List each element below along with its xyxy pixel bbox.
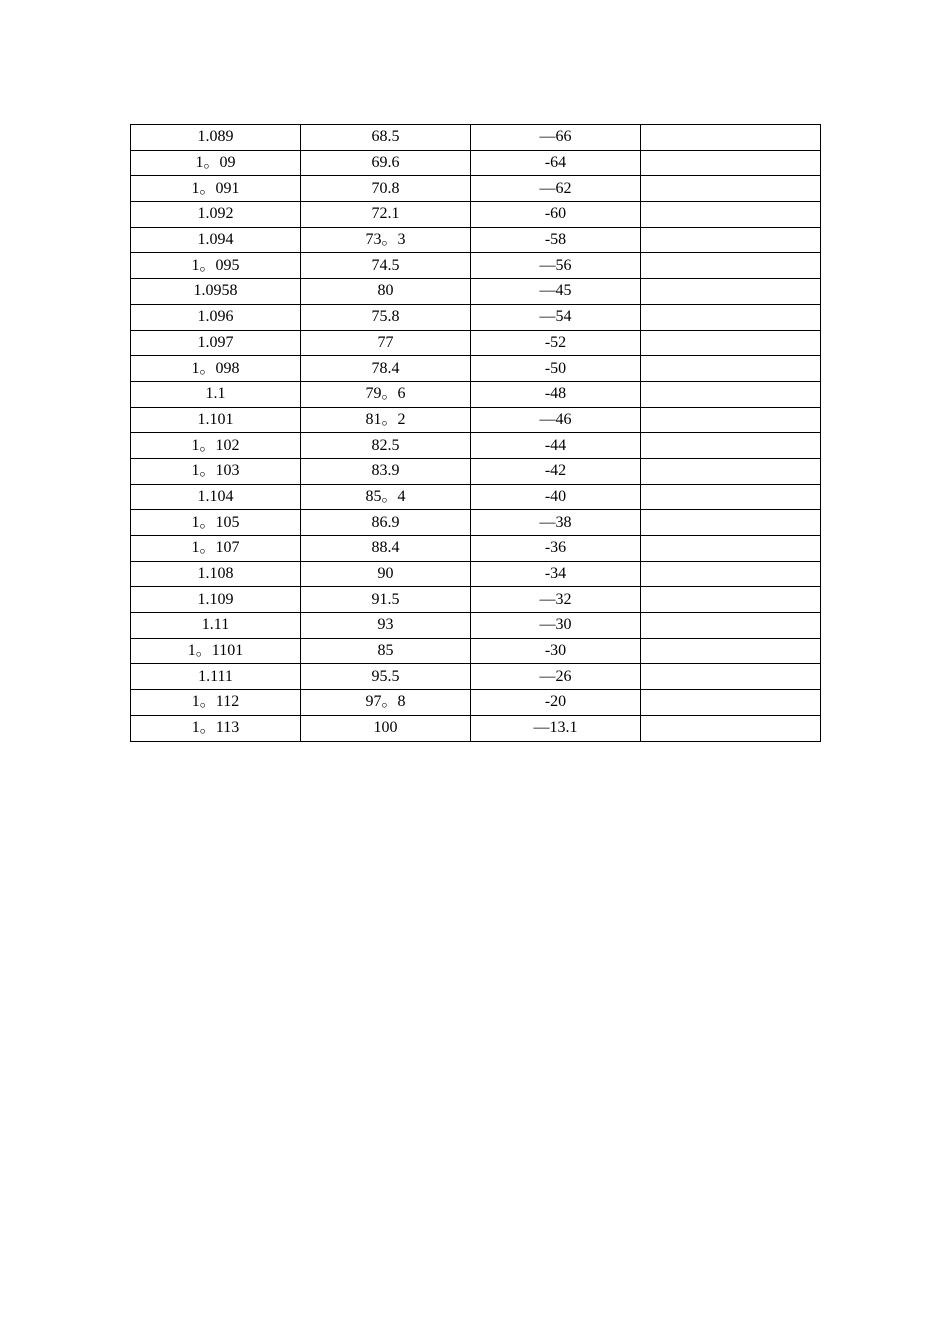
table-cell: —66 (471, 125, 641, 151)
table-cell: -40 (471, 484, 641, 510)
table-cell: 1。098 (131, 356, 301, 382)
table-cell: —32 (471, 587, 641, 613)
table-cell (641, 125, 821, 151)
table-cell (641, 150, 821, 176)
table-cell: 1.094 (131, 227, 301, 253)
table-cell (641, 664, 821, 690)
table-body (131, 125, 821, 742)
table-cell (641, 536, 821, 562)
table-cell: —56 (471, 253, 641, 279)
table-row (131, 125, 821, 151)
table-cell: —62 (471, 176, 641, 202)
table-cell: 72.1 (301, 202, 471, 228)
table-cell: 91.5 (301, 587, 471, 613)
table-cell: 95.5 (301, 664, 471, 690)
table-row (131, 664, 821, 690)
table-cell: -34 (471, 561, 641, 587)
table-row (131, 536, 821, 562)
table-cell: —13.1 (471, 715, 641, 741)
table-cell: 69.6 (301, 150, 471, 176)
table-cell: 80 (301, 279, 471, 305)
table-row (131, 587, 821, 613)
table-cell: -36 (471, 536, 641, 562)
table-cell: 85。4 (301, 484, 471, 510)
table-cell (641, 484, 821, 510)
table-cell: -44 (471, 433, 641, 459)
table-cell: 86.9 (301, 510, 471, 536)
table-row (131, 715, 821, 741)
table-cell: -42 (471, 458, 641, 484)
table-row (131, 484, 821, 510)
table-cell: -58 (471, 227, 641, 253)
table-row (131, 202, 821, 228)
table-row (131, 356, 821, 382)
table-row (131, 227, 821, 253)
table-cell: 1.089 (131, 125, 301, 151)
table-cell: 1。102 (131, 433, 301, 459)
table-row (131, 304, 821, 330)
table-cell: -60 (471, 202, 641, 228)
table-cell: 78.4 (301, 356, 471, 382)
table-cell: 68.5 (301, 125, 471, 151)
table-cell (641, 356, 821, 382)
table-row (131, 150, 821, 176)
table-cell: —54 (471, 304, 641, 330)
table-cell: 1。1101 (131, 638, 301, 664)
table-cell (641, 510, 821, 536)
table-cell: 1.11 (131, 613, 301, 639)
table-row (131, 176, 821, 202)
table-cell: 77 (301, 330, 471, 356)
table-row (131, 458, 821, 484)
table-cell (641, 715, 821, 741)
table-cell: 1。107 (131, 536, 301, 562)
table-cell (641, 587, 821, 613)
table-cell: 1。09 (131, 150, 301, 176)
table-cell (641, 561, 821, 587)
table-cell (641, 176, 821, 202)
table-cell: 88.4 (301, 536, 471, 562)
table-cell: 1.109 (131, 587, 301, 613)
table-cell (641, 304, 821, 330)
table-cell: 85 (301, 638, 471, 664)
table-cell: 1.092 (131, 202, 301, 228)
table-cell: 1.0958 (131, 279, 301, 305)
table-cell (641, 381, 821, 407)
table-cell (641, 407, 821, 433)
table-cell: 74.5 (301, 253, 471, 279)
table-cell: 1.104 (131, 484, 301, 510)
table-cell: 1。103 (131, 458, 301, 484)
table-cell (641, 638, 821, 664)
table-cell: 100 (301, 715, 471, 741)
table-cell: 90 (301, 561, 471, 587)
table-cell: -20 (471, 690, 641, 716)
table-cell: —30 (471, 613, 641, 639)
table-cell: —46 (471, 407, 641, 433)
table-row (131, 433, 821, 459)
table-cell: —26 (471, 664, 641, 690)
table-row (131, 253, 821, 279)
table-row (131, 330, 821, 356)
table-cell: 70.8 (301, 176, 471, 202)
table-cell: —45 (471, 279, 641, 305)
table-cell: 1.097 (131, 330, 301, 356)
table-row (131, 690, 821, 716)
table-cell: 75.8 (301, 304, 471, 330)
table-cell (641, 330, 821, 356)
table-cell: 1.1 (131, 381, 301, 407)
table-cell: 82.5 (301, 433, 471, 459)
table-cell: 1。095 (131, 253, 301, 279)
table-cell: 1.108 (131, 561, 301, 587)
table-cell (641, 613, 821, 639)
table-cell: 1。091 (131, 176, 301, 202)
data-table (130, 124, 821, 742)
table-cell (641, 433, 821, 459)
table-row (131, 279, 821, 305)
table-cell (641, 202, 821, 228)
table-cell (641, 458, 821, 484)
table-cell: -48 (471, 381, 641, 407)
table-row (131, 638, 821, 664)
table-cell: -52 (471, 330, 641, 356)
table-cell: 81。2 (301, 407, 471, 433)
table-cell: 1.111 (131, 664, 301, 690)
table-row (131, 407, 821, 433)
table-cell: -64 (471, 150, 641, 176)
table-cell: 1。112 (131, 690, 301, 716)
table-cell: —38 (471, 510, 641, 536)
table-cell (641, 690, 821, 716)
table-cell: 1.101 (131, 407, 301, 433)
table-row (131, 510, 821, 536)
table-row (131, 613, 821, 639)
table-cell: 1。113 (131, 715, 301, 741)
table-cell: 73。3 (301, 227, 471, 253)
table-cell: -50 (471, 356, 641, 382)
table-cell: 93 (301, 613, 471, 639)
table-cell: 1.096 (131, 304, 301, 330)
table-cell (641, 253, 821, 279)
table-cell: 97。8 (301, 690, 471, 716)
table-cell: -30 (471, 638, 641, 664)
table-cell (641, 279, 821, 305)
table-cell: 1。105 (131, 510, 301, 536)
table-cell: 83.9 (301, 458, 471, 484)
table-cell: 79。6 (301, 381, 471, 407)
table-row (131, 561, 821, 587)
table-row (131, 381, 821, 407)
table-cell (641, 227, 821, 253)
